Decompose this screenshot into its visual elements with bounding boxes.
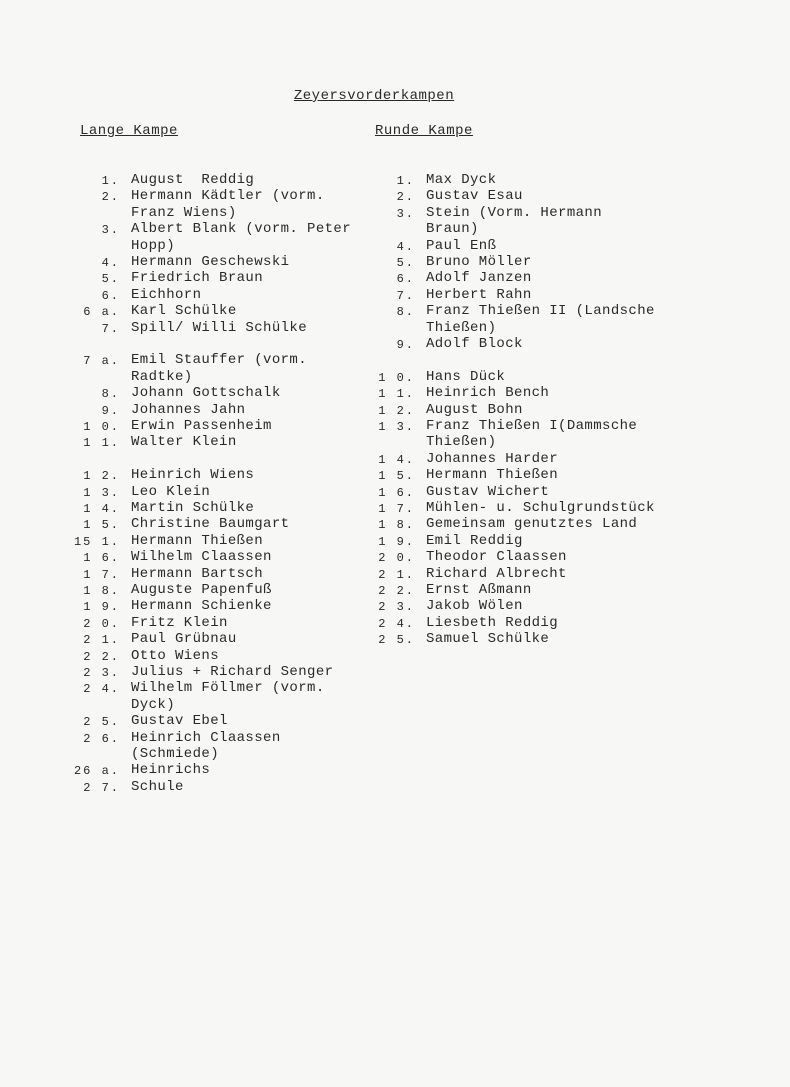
entry-name-line: Paul Grübnau <box>131 631 237 648</box>
entry-number: 7 a. <box>83 354 120 369</box>
entry-name-line: Liesbeth Reddig <box>426 614 559 631</box>
entry-name <box>426 303 686 336</box>
entry-name <box>426 385 686 401</box>
entry-name <box>426 205 686 238</box>
entry-number: 1 0. <box>378 370 415 385</box>
entry-number: 26 a. <box>73 764 120 779</box>
entry-name-line: Herbert Rahn <box>426 286 532 303</box>
entry-name <box>131 648 371 664</box>
entry-name-line: Franz Thießen II (Landsche <box>426 303 655 320</box>
entry-number: 1 5. <box>378 469 415 484</box>
entry-number: 1 8. <box>378 518 415 533</box>
entry-number: 6. <box>101 288 120 303</box>
entry-name <box>426 188 686 204</box>
entry-number: 1 1. <box>378 387 415 402</box>
entry-name <box>131 434 371 450</box>
entry-name <box>426 500 686 516</box>
entry-name <box>426 549 686 565</box>
entry-number: 2 1. <box>83 633 120 648</box>
entry-number: 1 4. <box>83 502 120 516</box>
entry-name-line: Auguste Papenfuß <box>131 582 272 598</box>
entry-name-line: Hermann Geschewski <box>131 254 290 270</box>
entry-name-line: Hopp) <box>131 237 176 254</box>
entry-name <box>426 418 686 451</box>
entry-name <box>131 664 371 680</box>
entry-number: 2 4. <box>83 682 120 697</box>
page-title: Zeyersvorderkampen <box>293 88 455 104</box>
entry-number: 8. <box>101 387 120 402</box>
entry-name <box>426 402 686 418</box>
entry-name <box>426 287 686 303</box>
entry-name-line: (Schmiede) <box>131 746 220 762</box>
entry-number: 2 6. <box>83 731 120 746</box>
entry-name-line: Paul Enß <box>426 237 497 254</box>
entry-name-line: Eichhorn <box>131 286 202 303</box>
entry-name-line: Ernst Aßmann <box>426 582 532 598</box>
entry-name-line: Adolf Janzen <box>426 270 532 287</box>
entry-name <box>131 320 371 336</box>
entry-number: 1 9. <box>83 600 120 615</box>
entry-name-line: Braun) <box>426 221 479 238</box>
entry-number: 6. <box>396 272 415 287</box>
entry-name-line: August Reddig <box>131 172 255 188</box>
entry-name-line: Heinrich Bench <box>426 385 550 402</box>
entry-name-line: Gustav Wichert <box>426 483 550 500</box>
entry-name <box>426 451 686 467</box>
entry-number: 1. <box>101 174 120 188</box>
entry-number: 4. <box>101 256 120 270</box>
entry-name <box>131 680 371 713</box>
entry-number: 1 5. <box>83 518 120 533</box>
entry-name-line: Erwin Passenheim <box>131 418 272 434</box>
entry-name-line: Martin Schülke <box>131 500 255 516</box>
entry-name-line: Albert Blank (vorm. Peter <box>131 221 352 238</box>
entry-name-line: August Bohn <box>426 401 523 418</box>
entry-name-line: Hans Dück <box>426 368 506 385</box>
entry-name-line: Theodor Claassen <box>426 549 567 566</box>
entry-number: 6 a. <box>83 305 120 320</box>
entry-number: 9. <box>396 338 415 352</box>
entry-number: 15 1. <box>73 534 120 549</box>
entry-name <box>131 713 371 729</box>
entry-name-line: Karl Schülke <box>131 303 237 320</box>
entry-name-line: Franz Thießen I(Dammsche <box>426 418 638 434</box>
entry-name-line: Johannes Harder <box>426 450 559 467</box>
entry-name <box>131 779 371 795</box>
entry-name-line: Gemeinsam genutztes Land <box>426 516 638 533</box>
entry-number: 7. <box>101 321 120 336</box>
column-heading-lange-kampe: Lange Kampe <box>80 123 178 139</box>
entry-name <box>426 566 686 582</box>
entry-name-line: Max Dyck <box>426 172 497 188</box>
entry-name-line: Thießen) <box>426 319 497 336</box>
entry-name-line: Hermann Schienke <box>131 598 272 615</box>
entry-name <box>426 270 686 286</box>
entry-number: 1 2. <box>83 469 120 484</box>
entry-name <box>131 730 371 763</box>
entry-name-line: Christine Baumgart <box>131 516 290 533</box>
entry-name-line: Walter Klein <box>131 434 237 451</box>
entry-name-line: Heinrich Wiens <box>131 467 255 484</box>
entry-name-line: Thießen) <box>426 434 497 451</box>
entry-number: 4. <box>396 239 415 254</box>
entry-number: 5. <box>101 272 120 287</box>
entry-name-line: Jakob Wölen <box>426 598 523 615</box>
entry-number: 1 4. <box>378 452 415 467</box>
entry-name <box>426 615 686 631</box>
entry-number: 2 3. <box>378 600 415 615</box>
entry-number: 8. <box>396 305 415 320</box>
entry-number: 2. <box>101 190 120 205</box>
entry-name-line: Hermann Thießen <box>426 467 559 484</box>
entry-number: 2 1. <box>378 567 415 582</box>
entry-name-line: Samuel Schülke <box>426 631 550 648</box>
entry-number: 2 4. <box>378 616 415 631</box>
entry-number: 2 0. <box>83 616 120 631</box>
entry-name <box>426 516 686 532</box>
entry-name-line: Johann Gottschalk <box>131 385 281 402</box>
entry-name <box>426 254 686 270</box>
entry-name-line: Wilhelm Claassen <box>131 549 272 566</box>
entry-name-line: Dyck) <box>131 696 176 713</box>
entry-name-line: Julius + Richard Senger <box>131 664 334 680</box>
entry-number: 1 7. <box>378 502 415 516</box>
entry-number: 2 5. <box>83 715 120 730</box>
entry-number: 3. <box>396 206 415 221</box>
entry-number: 5. <box>396 256 415 270</box>
entry-number: 1 6. <box>83 551 120 566</box>
entry-name-line: Radtke) <box>131 368 193 385</box>
entry-number: 2. <box>396 190 415 205</box>
entry-name <box>426 582 686 598</box>
entry-name-line: Leo Klein <box>131 483 211 500</box>
entry-name <box>426 533 686 549</box>
entry-number: 2 2. <box>378 584 415 598</box>
entry-name <box>426 238 686 254</box>
entry-name-line: Franz Wiens) <box>131 204 237 221</box>
entry-number: 7. <box>396 288 415 303</box>
entry-number: 1 8. <box>83 584 120 598</box>
entry-number: 2 2. <box>83 649 120 664</box>
entry-name <box>426 336 686 352</box>
entry-name-line: Adolf Block <box>426 336 523 352</box>
entry-name-line: Schule <box>131 778 184 795</box>
entry-name <box>426 172 686 188</box>
entry-number: 1 6. <box>378 485 415 500</box>
entry-name-line: Bruno Möller <box>426 254 532 270</box>
entry-name-line: Emil Reddig <box>426 532 523 549</box>
entry-name-line: Friedrich Braun <box>131 270 264 287</box>
entry-number: 1 3. <box>83 485 120 500</box>
entry-name <box>426 631 686 647</box>
entry-number: 2 5. <box>378 633 415 648</box>
entry-name-line: Heinrich Claassen <box>131 729 281 746</box>
entry-name <box>426 467 686 483</box>
entry-number: 1 2. <box>378 403 415 418</box>
entry-name-line: Stein (Vorm. Hermann <box>426 204 603 221</box>
entry-name-line: Hermann Thießen <box>131 532 264 549</box>
entry-name <box>426 598 686 614</box>
entry-number: 2 7. <box>83 780 120 795</box>
entry-name-line: Fritz Klein <box>131 614 228 631</box>
entry-number: 1. <box>396 174 415 188</box>
entry-name-line: Otto Wiens <box>131 647 220 664</box>
entry-name-line: Spill/ Willi Schülke <box>131 319 308 336</box>
entry-name-line: Mühlen- u. Schulgrundstück <box>426 500 655 516</box>
entry-name <box>131 762 371 778</box>
entry-name-line: Johannes Jahn <box>131 401 246 418</box>
entry-name-line: Hermann Kädtler (vorm. <box>131 188 325 205</box>
entry-name-line: Heinrichs <box>131 762 211 779</box>
entry-number: 9. <box>101 403 120 418</box>
entry-number: 1 3. <box>378 420 415 434</box>
entry-name <box>426 369 686 385</box>
entry-number: 1 1. <box>83 436 120 451</box>
entry-number: 1 0. <box>83 420 120 434</box>
column-heading-runde-kampe: Runde Kampe <box>375 123 473 139</box>
entry-number: 2 0. <box>378 551 415 566</box>
entry-number: 1 9. <box>378 534 415 549</box>
entry-name-line: Richard Albrecht <box>426 565 567 582</box>
entry-name-line: Gustav Esau <box>426 188 523 205</box>
entry-name <box>426 484 686 500</box>
entry-name-line: Gustav Ebel <box>131 713 228 730</box>
entry-name-line: Emil Stauffer (vorm. <box>131 352 308 369</box>
entry-number: 1 7. <box>83 567 120 582</box>
entry-name-line: Wilhelm Föllmer (vorm. <box>131 680 325 697</box>
entry-number: 2 3. <box>83 666 120 680</box>
entry-number: 3. <box>101 223 120 238</box>
entry-name-line: Hermann Bartsch <box>131 565 264 582</box>
